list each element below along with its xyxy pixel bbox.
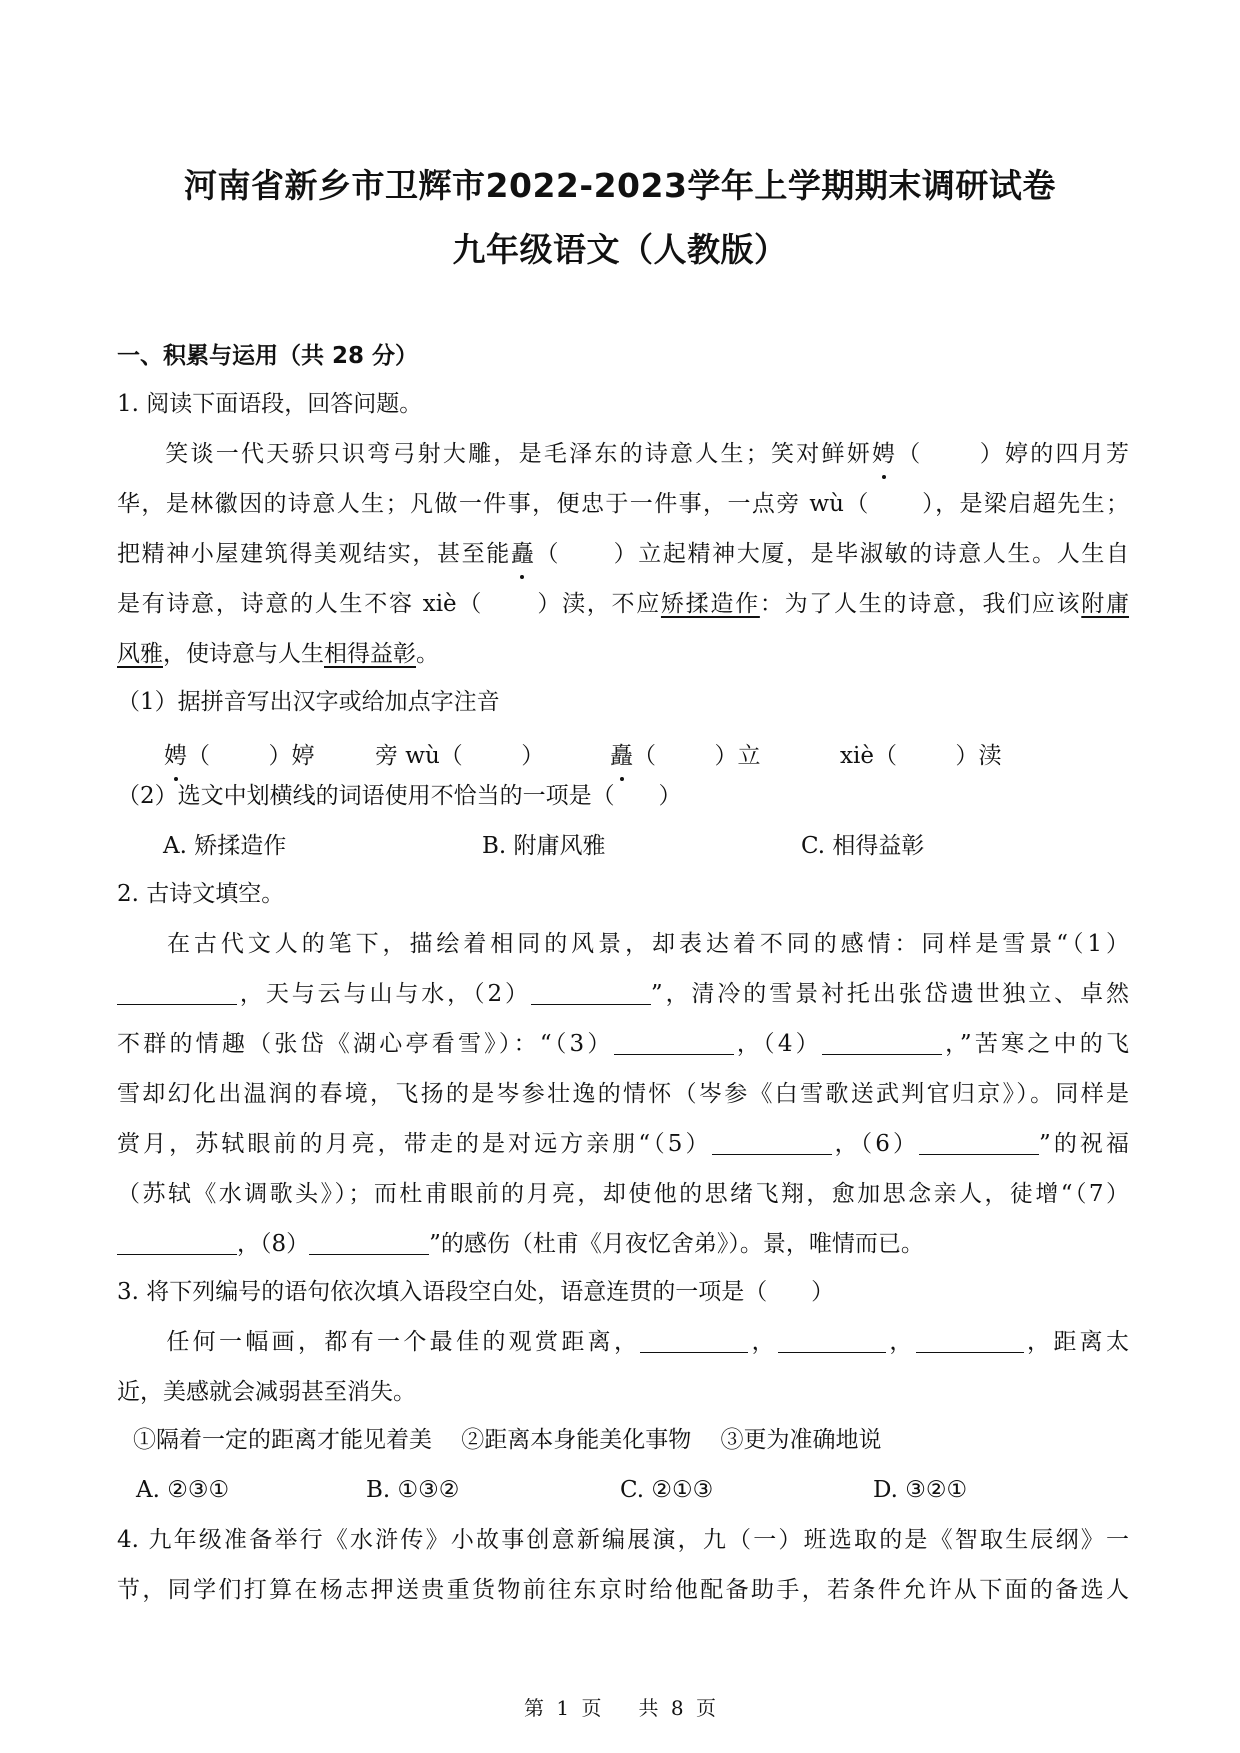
- option-b: B. ①③②: [366, 1477, 460, 1503]
- q2-line: [117, 924, 1129, 964]
- item-2: 旁 wù（ ）: [375, 743, 545, 769]
- q2-line: [117, 1224, 1129, 1264]
- q2-stem: 2. 古诗文填空。: [117, 881, 285, 907]
- fill-blank[interactable]: [531, 978, 651, 1005]
- q3-text: 任何一幅画，都有一个最佳的观赏距离，: [163, 1329, 641, 1355]
- passage-text: （ ）立起精神大厦，是毕淑敏的诗意人生。人生自: [533, 541, 1130, 567]
- dotted-char: 娉: [872, 434, 895, 474]
- dotted-char: 娉: [164, 736, 187, 776]
- q3-text: ，: [886, 1329, 916, 1355]
- q2-line: [117, 974, 1129, 1014]
- dotted-char: 矗: [610, 736, 633, 776]
- item-1: [164, 736, 315, 776]
- q2-text: ，（8）: [237, 1231, 310, 1257]
- q1-passage-line: 华，是林徽因的诗意人生；凡做一件事，便忠于一件事，一点旁 wù（ ），是梁启超先生；: [117, 491, 1129, 517]
- item-4: xiè（ ）渎: [840, 743, 1002, 769]
- q4-line: 4. 九年级准备举行《水浒传》小故事创意新编展演，九（一）班选取的是《智取生辰纲》一: [117, 1527, 1129, 1553]
- exam-title: 河南省新乡市卫辉市2022-2023学年上学期期末调研试卷: [184, 166, 1056, 205]
- q2-line: 雪却幻化出温润的春境，飞扬的是岑参壮逸的情怀（岑参《白雪歌送武判官归京》）。同样是: [117, 1081, 1129, 1107]
- q1-passage-line: [117, 584, 1129, 624]
- option-a: A. 矫揉造作: [163, 833, 287, 859]
- fill-blank[interactable]: [712, 1128, 832, 1155]
- underlined-phrase: 风雅: [117, 641, 163, 667]
- q3-line: [117, 1322, 1129, 1362]
- passage-text: （ ）婷的四月芳: [895, 441, 1130, 467]
- underlined-phrase: 矫揉造作: [660, 591, 760, 617]
- underlined-phrase: 附庸: [1081, 591, 1130, 617]
- q2-line: [117, 1024, 1129, 1064]
- q3-line: 近，美感就会减弱甚至消失。: [117, 1379, 416, 1405]
- q1-sub2: （2）选文中划横线的词语使用不恰当的一项是（ ）: [117, 783, 682, 809]
- q2-text: ，（6）: [831, 1131, 920, 1157]
- q2-text: ”，清冷的雪景衬托出张岱遗世独立、卓然: [650, 981, 1129, 1007]
- passage-text: 笑谈一代天骄只识弯弓射大雕，是毛泽东的诗意人生；笑对鲜妍: [163, 441, 872, 467]
- option-c: C. ②①③: [620, 1477, 714, 1503]
- option-d: D. ③②①: [873, 1477, 968, 1503]
- q1-passage-line: [117, 534, 1129, 574]
- q2-text: ，”苦寒之中的飞: [941, 1031, 1129, 1057]
- q2-line: （苏轼《水调歌头》）；而杜甫眼前的月亮，却使他的思绪飞翔，愈加思念亲人，徒增“（7）: [117, 1181, 1129, 1207]
- q2-text: ，天与云与山与水，（2）: [237, 981, 531, 1007]
- passage-text: ：为了人生的诗意，我们应该: [759, 591, 1082, 617]
- fill-blank[interactable]: [916, 1326, 1024, 1353]
- passage-text: 是有诗意，诗意的人生不容 xiè（ ）渎，不应: [117, 591, 661, 617]
- option-a: A. ②③①: [136, 1477, 230, 1503]
- item-text: （ ）婷: [187, 743, 315, 769]
- fill-blank[interactable]: [614, 1028, 734, 1055]
- fill-blank[interactable]: [640, 1326, 748, 1353]
- q2-line: [117, 1124, 1129, 1164]
- q1-stem: 1. 阅读下面语段，回答问题。: [117, 391, 423, 417]
- q2-text: 不群的情趣（张岱《湖心亭看雪》）：“（3）: [117, 1031, 614, 1057]
- option-c: C. 相得益彰: [801, 833, 925, 859]
- q2-text: ，（4）: [733, 1031, 822, 1057]
- fill-blank[interactable]: [117, 1228, 237, 1255]
- fill-blank[interactable]: [919, 1128, 1039, 1155]
- q2-text: ”的感伤（杜甫《月夜忆舍弟》）。景，唯情而已。: [429, 1231, 924, 1257]
- q3-text: ，距离太: [1023, 1329, 1130, 1355]
- fill-blank[interactable]: [309, 1228, 429, 1255]
- item-text: （ ）立: [633, 743, 761, 769]
- passage-text: ，使诗意与人生: [163, 641, 324, 667]
- q3-stem: 3. 将下列编号的语句依次填入语段空白处，语意连贯的一项是（ ）: [117, 1279, 835, 1305]
- item-3: [610, 736, 761, 776]
- passage-text: 。: [416, 641, 439, 667]
- q2-text: 在古代文人的笔下，描绘着相同的风景，却表达着不同的感情：同样是雪景“（1）: [163, 931, 1129, 957]
- q1-sub1: （1）据拼音写出汉字或给加点字注音: [117, 689, 500, 715]
- q2-text: 赏月，苏轼眼前的月亮，带走的是对远方亲朋“（5）: [117, 1131, 712, 1157]
- fill-blank[interactable]: [117, 978, 237, 1005]
- q1-passage-line: [117, 434, 1129, 474]
- underlined-phrase: 相得益彰: [324, 641, 416, 667]
- dotted-char: 矗: [511, 534, 534, 574]
- passage-text: 把精神小屋建筑得美观结实，甚至能: [117, 541, 511, 567]
- fill-blank[interactable]: [822, 1028, 942, 1055]
- q2-text: ”的祝福: [1039, 1131, 1129, 1157]
- q1-passage-line: [117, 634, 1129, 674]
- page-number: 第 1 页 共 8 页: [524, 1696, 716, 1720]
- q3-sentences: ①隔着一定的距离才能见着美 ②距离本身能美化事物 ③更为准确地说: [133, 1427, 882, 1453]
- option-b: B. 附庸风雅: [482, 833, 606, 859]
- exam-subtitle: 九年级语文（人教版）: [452, 230, 788, 269]
- fill-blank[interactable]: [778, 1326, 886, 1353]
- q4-line: 节，同学们打算在杨志押送贵重货物前往东京时给他配备助手，若条件允许从下面的备选人: [117, 1577, 1129, 1603]
- section-heading: 一、积累与运用（共 28 分）: [117, 343, 419, 369]
- q3-text: ，: [748, 1329, 779, 1355]
